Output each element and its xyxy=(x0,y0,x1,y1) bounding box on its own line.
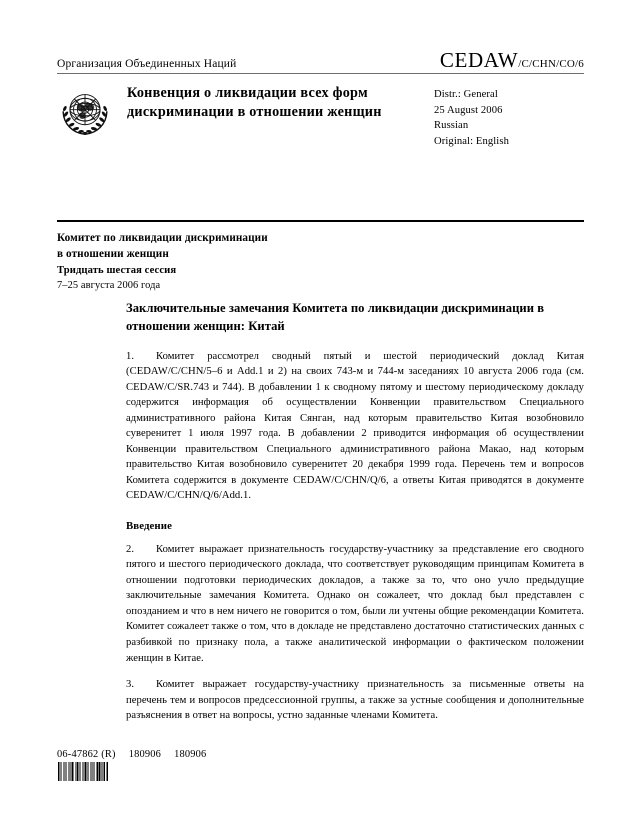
masthead-body-row xyxy=(57,74,584,149)
masthead xyxy=(57,50,584,149)
committee-dates: 7–25 августа 2006 года xyxy=(57,280,161,292)
organization-name: Организация Объединенных Наций xyxy=(57,58,237,71)
committee-name-line1: Комитет по ликвидации дискриминации xyxy=(57,232,268,244)
page-title: Заключительные замечания Комитета по ликвидации дискриминации в отношении женщин: Китай xyxy=(126,301,545,333)
footer-codes xyxy=(57,749,584,760)
paragraph-number: 3. xyxy=(126,679,135,691)
section-heading: Введение xyxy=(126,519,172,532)
page-footer xyxy=(57,749,584,781)
committee-name-line2: в отношении женщин xyxy=(57,247,169,260)
footer-date-code-2: 180906 xyxy=(174,749,207,760)
committee-block xyxy=(57,231,457,294)
sections-container xyxy=(126,349,584,724)
document-content xyxy=(126,300,584,735)
distribution-block xyxy=(434,83,584,149)
paragraph-text: Комитет рассмотрел сводный пятый и шестой периодический доклад Китая (CEDAW/C/CHN/5–6 и Add.1 и 2) на своих 743-м и 744-м заседаниях 10 августа 2006 года (см. CEDAW/C/SR.743 и 744). В добавлении 1 к сводному пятому и шестому периодическому докладу содержится информация об осуществлении Конвенции правительством Специального административного района Китая Сянган, над которым правительство Китая возобновило суверенитет 1 июля 1997 года. В добавлении 2 приводится информация об осуществлении Конвенции правительством Специального административного района Макао, над которым правительство Китая возобновило суверенитет 20 декабря 1999 года. Перечень тем и вопросов Комитета содержится в документе CEDAW/C/CHN/Q/6, а ответы Китая приводятся в документе CEDAW/C/CHN/Q/6/Add.1. xyxy=(126,350,584,502)
committee-session: Тридцать шестая сессия xyxy=(57,264,177,276)
document-symbol-suffix: /C/CHN/CO/6 xyxy=(518,58,584,70)
section-divider xyxy=(57,220,584,222)
paragraph-text: Комитет выражает государству-участнику признательность за письменные ответы на перечень тем и вопросов предсессионной группы, а также за устные сообщения и дополнительные разъяснения в ответ на вопросы, устно заданные членами Комитета. xyxy=(126,679,584,722)
distribution-date: 25 August 2006 xyxy=(434,104,503,116)
document-symbol-main: CEDAW xyxy=(439,48,519,72)
footer-job-number: 06-47862 (R) xyxy=(57,749,116,760)
distribution-original: Original: English xyxy=(434,135,509,147)
paragraph xyxy=(126,542,584,666)
distribution-type: Distr.: General xyxy=(434,89,498,100)
convention-title: Конвенция о ликвидации всех форм дискриминации в отношении женщин xyxy=(127,85,382,121)
paragraph-text: Комитет выражает признательность государству-участнику за представление его сводного пятого и шестого периодического доклада, что соответствует руководящим принципам Комитета в отношении подготовки периодических докладов, а также за то, что оно учло предыдущие заключительные замечания Комитета. Однако он сожалеет, что доклад был представлен с опозданием и что в нем ничего не говорится о том, были ли учтены общие рекомендации Комитета. Комитет сожалеет также о том, что в докладе не представлено достаточно статистических данных с разбивкой по признаку пола, а также аналитической информации о фактическом положении женщин в Китае. xyxy=(126,543,584,664)
emblem-container xyxy=(57,83,127,141)
masthead-top-row xyxy=(57,50,584,73)
paragraph-number: 1. xyxy=(126,350,135,362)
distribution-language: Russian xyxy=(434,120,469,132)
barcode-icon xyxy=(57,762,175,781)
un-emblem-icon xyxy=(57,85,113,141)
paragraph xyxy=(126,349,584,504)
footer-date-code-1: 180906 xyxy=(128,749,162,760)
paragraph-number: 2. xyxy=(126,543,135,555)
paragraph xyxy=(126,677,584,724)
document-symbol xyxy=(440,50,584,71)
